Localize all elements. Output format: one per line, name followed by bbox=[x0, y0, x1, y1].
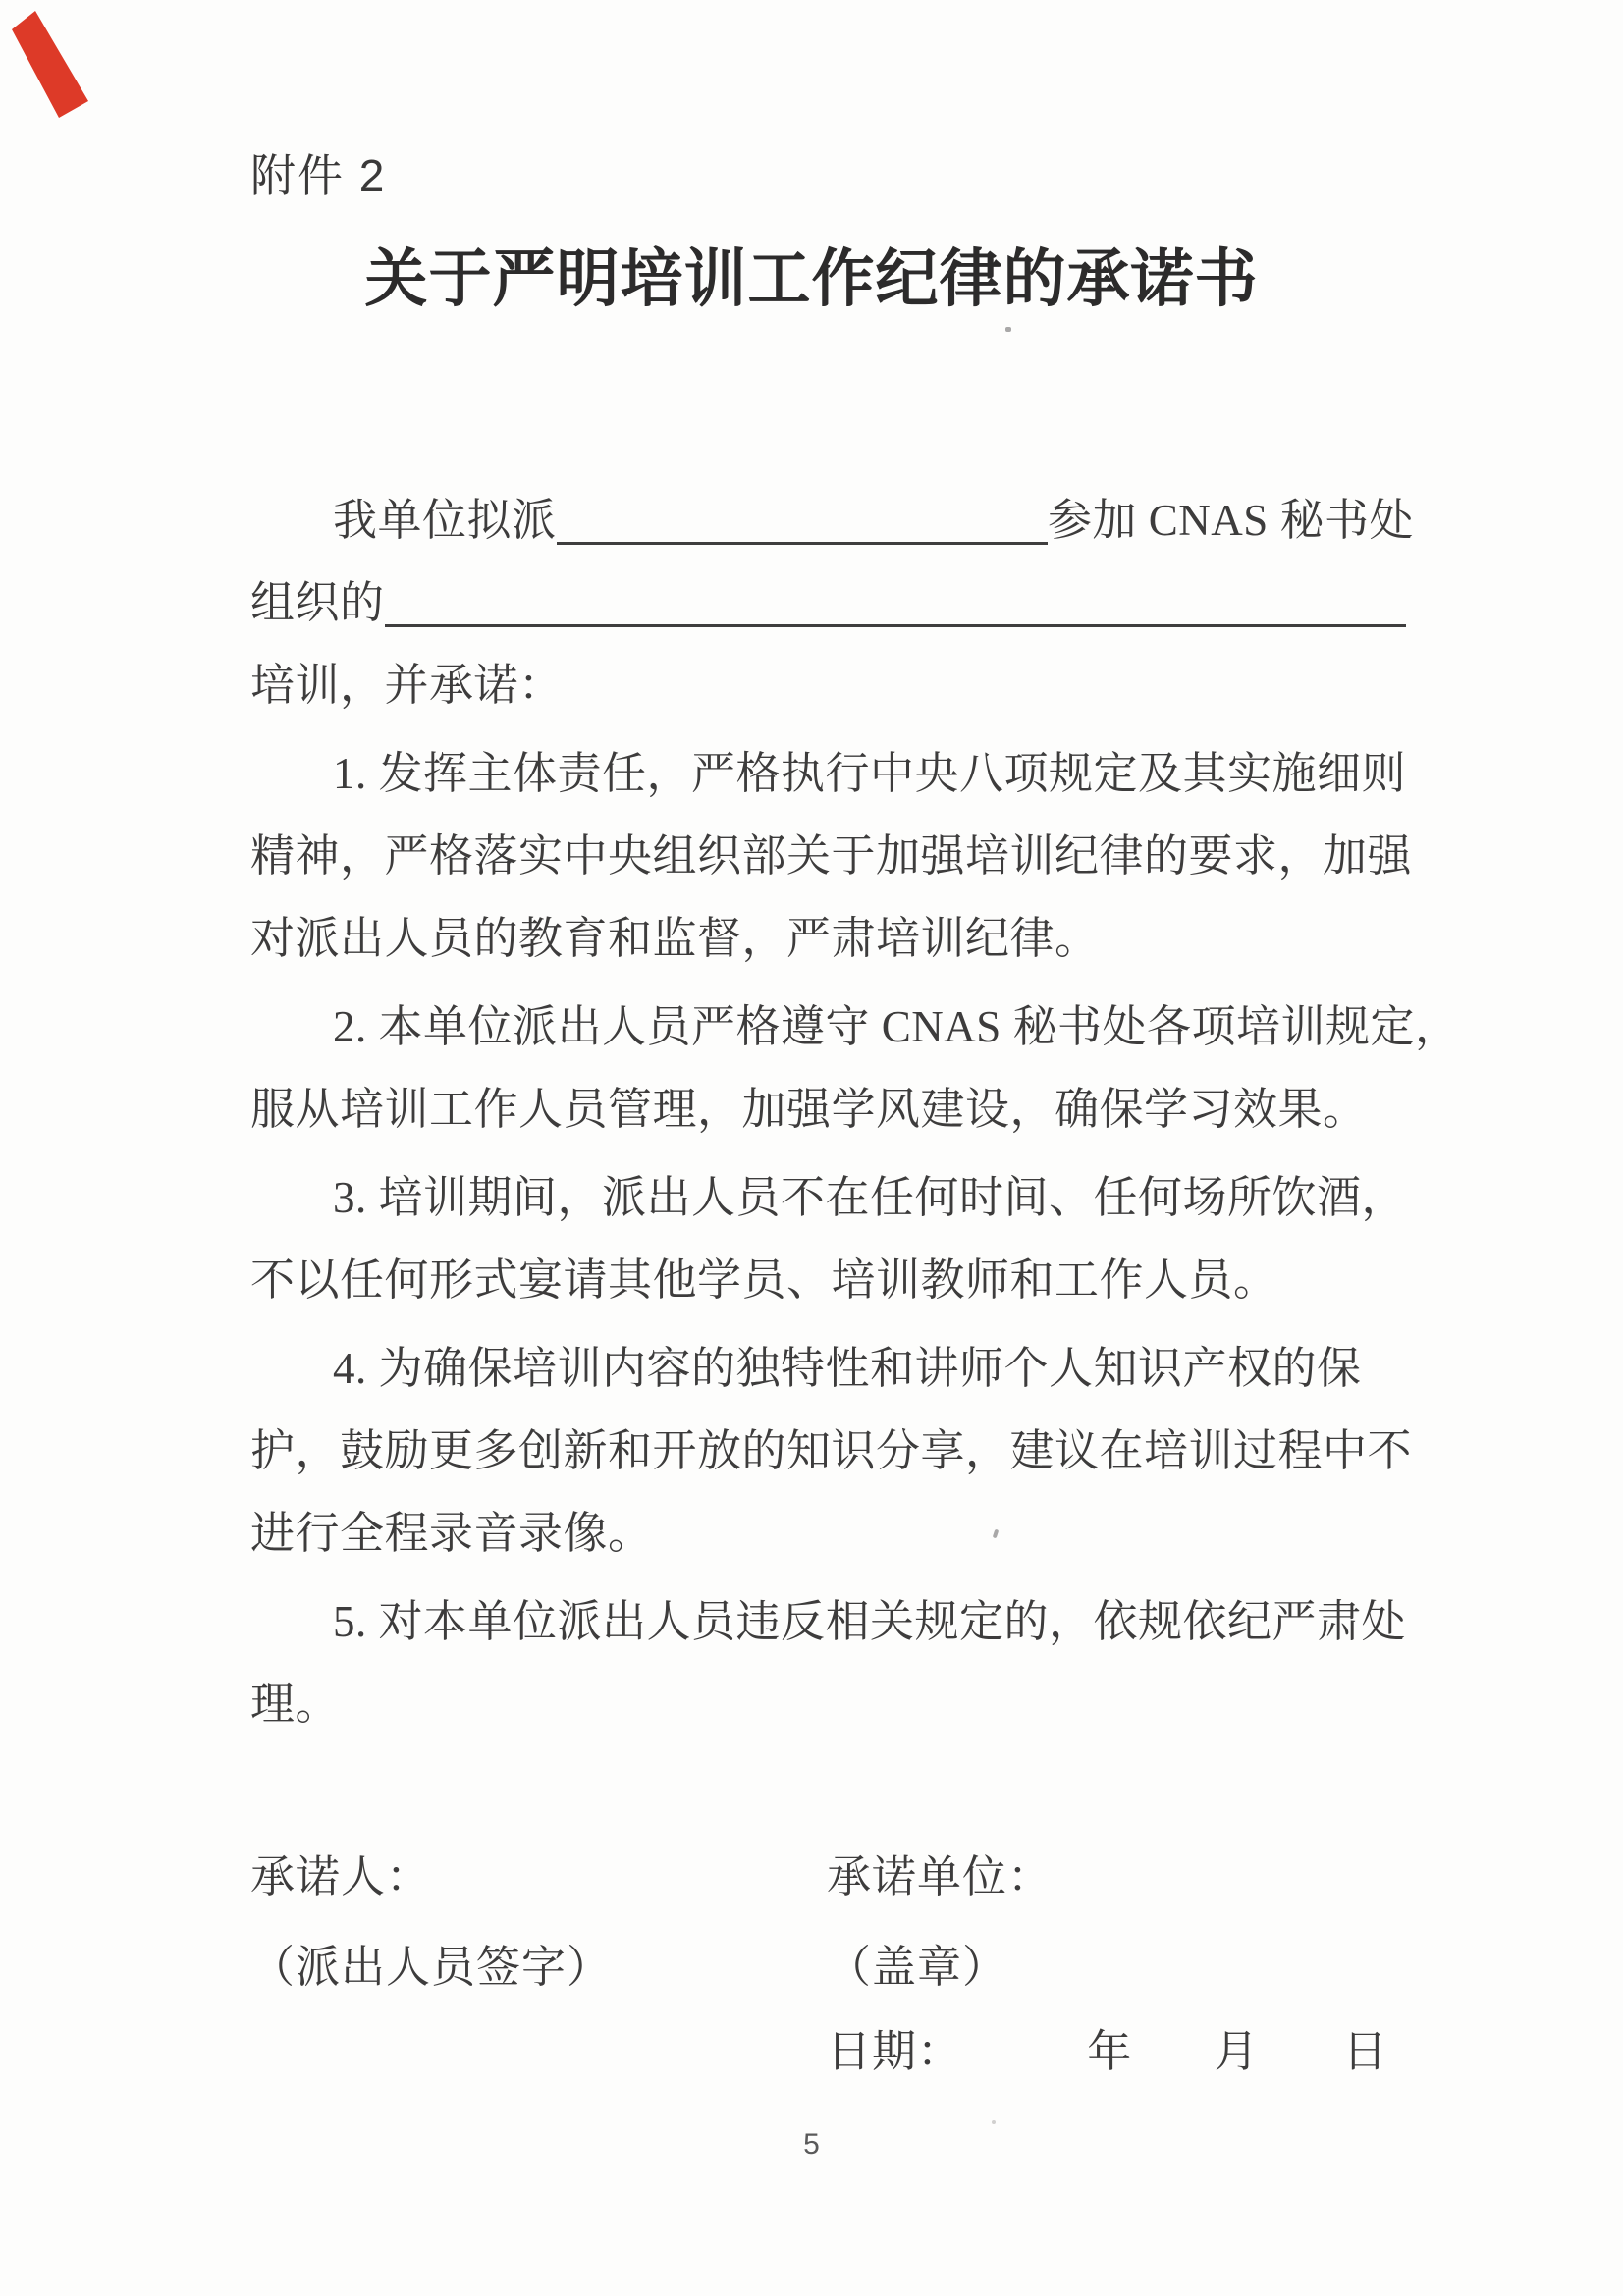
body-line bbox=[250, 1063, 1414, 1146]
fill-blank bbox=[385, 580, 1406, 627]
body-text bbox=[250, 474, 1460, 1740]
page-title: 关于严明培训工作纪律的承诺书 bbox=[364, 243, 1259, 314]
body-line-text: 培训，并承诺： bbox=[250, 660, 564, 710]
body-line-text: 4. 为确保培训内容的独特性和讲师个人知识产权的保 bbox=[333, 1343, 1362, 1393]
date-year-label: 年 bbox=[1087, 2027, 1133, 2076]
body-line bbox=[250, 1487, 1414, 1570]
promisor-sign-hint: （派出人员签字） bbox=[250, 1943, 613, 1992]
body-line-text: 组织的 bbox=[250, 577, 385, 627]
page-number: 5 bbox=[803, 2128, 820, 2161]
red-corner-mark bbox=[0, 0, 108, 133]
body-line bbox=[250, 1405, 1414, 1487]
scan-speck bbox=[992, 2120, 996, 2124]
red-corner-shape bbox=[12, 11, 88, 118]
date-day-label: 日 bbox=[1342, 2027, 1388, 2076]
body-line-text: 对派出人员的教育和监督，严肃培训纪律。 bbox=[250, 913, 1100, 963]
body-line bbox=[250, 1322, 1414, 1405]
signature-right bbox=[827, 1852, 1388, 2076]
scan-speck bbox=[1005, 327, 1011, 332]
body-line-text: 3. 培训期间，派出人员不在任何时间、任何场所饮酒， bbox=[333, 1172, 1407, 1222]
seal-hint: （盖章） bbox=[827, 1943, 1008, 1992]
date-label: 日期： bbox=[827, 2027, 963, 2076]
body-line-text: 参加 CNAS 秘书处 bbox=[1047, 495, 1414, 545]
body-line-text: 我单位拟派 bbox=[333, 495, 557, 545]
body-line-text: 进行全程录音录像。 bbox=[250, 1508, 653, 1558]
body-line-text: 理。 bbox=[250, 1679, 341, 1729]
body-line bbox=[250, 474, 1414, 557]
body-line bbox=[250, 1151, 1414, 1234]
body-line bbox=[250, 557, 1414, 639]
body-line bbox=[250, 727, 1414, 810]
body-line bbox=[250, 1234, 1414, 1316]
body-line bbox=[250, 639, 1414, 721]
date-row bbox=[827, 2027, 1388, 2076]
body-line bbox=[250, 892, 1414, 975]
body-line-text: 精神，严格落实中央组织部关于加强培训纪律的要求，加强 bbox=[250, 830, 1413, 881]
attachment-label: 附件 2 bbox=[250, 150, 387, 201]
promising-unit-label: 承诺单位： bbox=[827, 1852, 1054, 1901]
signature-left bbox=[250, 1852, 613, 1992]
body-line-text: 护，鼓励更多创新和开放的知识分享，建议在培训过程中不 bbox=[250, 1425, 1413, 1475]
body-line-text: 不以任何形式宴请其他学员、培训教师和工作人员。 bbox=[250, 1255, 1278, 1305]
body-line bbox=[250, 810, 1414, 892]
body-line-text: 2. 本单位派出人员严格遵守 CNAS 秘书处各项培训规定， bbox=[333, 1001, 1460, 1051]
body-line bbox=[250, 1658, 1414, 1740]
date-month-label: 月 bbox=[1214, 2027, 1260, 2076]
body-line-text: 5. 对本单位派出人员违反相关规定的，依规依纪严肃处 bbox=[333, 1596, 1407, 1646]
body-line-text: 服从培训工作人员管理，加强学风建设，确保学习效果。 bbox=[250, 1084, 1368, 1134]
body-line bbox=[250, 1575, 1414, 1658]
promisor-label: 承诺人： bbox=[250, 1852, 432, 1901]
fill-blank bbox=[557, 498, 1048, 545]
body-line-text: 1. 发挥主体责任，严格执行中央八项规定及其实施细则 bbox=[333, 748, 1407, 798]
body-line bbox=[250, 981, 1460, 1063]
